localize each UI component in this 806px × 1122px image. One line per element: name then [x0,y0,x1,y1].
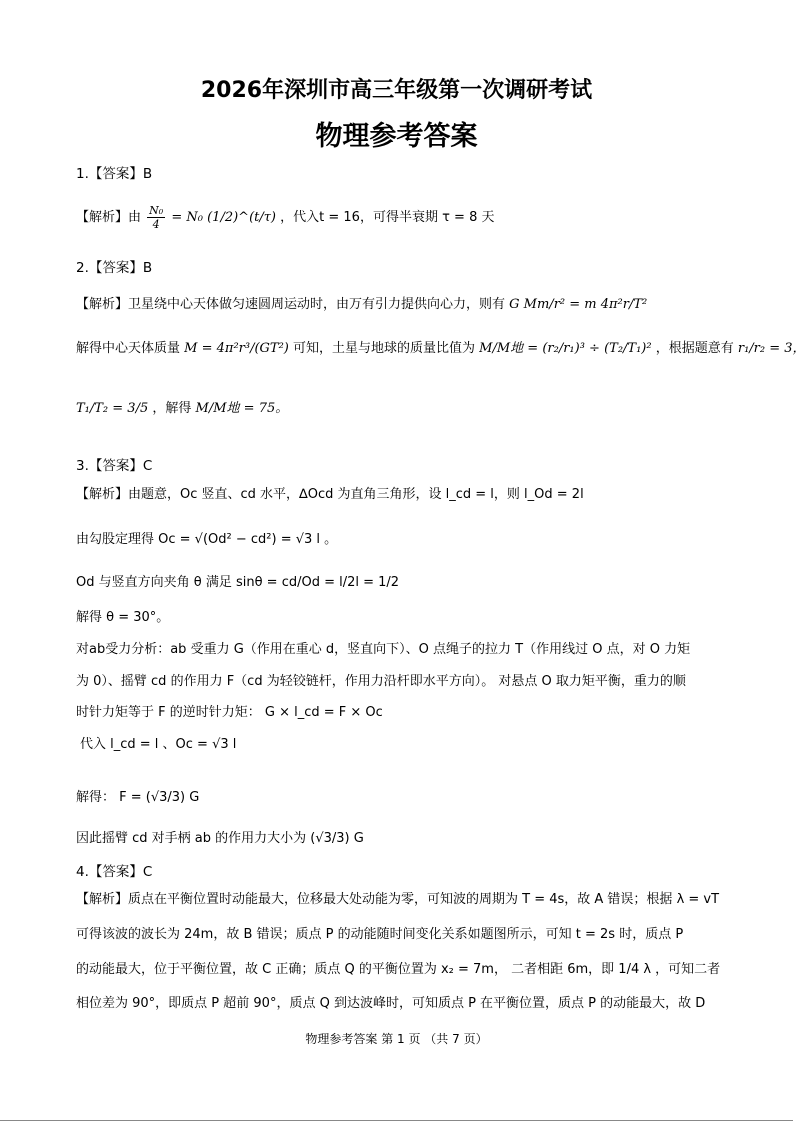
q4-analysis-line1: 【解析】质点在平衡位置时动能最大，位移最大处动能为零，可知波的周期为 T = 4s，故 A 错误；根据 λ = vT [76,892,720,907]
q3-force-analysis-1: 对ab受力分析：ab 受重力 G（作用在重心 d，竖直向下）、O 点绳子的拉力 T（作用线过 O 点，对 O 力矩 [76,642,691,657]
exam-title: 2026年深圳市高三年级第一次调研考试 [200,78,593,103]
q3-force-analysis-2: 为 0）、摇臂 cd 的作用力 F（cd 为轻铰链杆，作用力沿杆即水平方向）。 对悬点 O 取力矩平衡，重力的顺 [76,674,686,689]
q1-answer: 1.【答案】B [76,166,153,182]
q2-given-text: ，根据题意有 [655,341,734,356]
q2-ratio-text: 可知，土星与地球的质量比值为 [293,341,476,356]
q2-analysis-line1 [76,296,647,314]
q3-conclusion: 因此摇臂 cd 对手柄 ab 的作用力大小为 (√3/3) G [76,831,364,846]
q4-analysis-line2: 可得该波的波长为 24m，故 B 错误；质点 P 的动能随时间变化关系如题图所示，可知 t = 2s 时，质点 P [76,927,684,942]
q4-analysis-line3: 的动能最大，位于平衡位置，故 C 正确；质点 Q 的平衡位置为 x₂ = 7m， 二者相距 6m，即 1/4 λ ，可知二者 [76,962,721,977]
q2-mass-equation: M = 4π²r³/(GT²) [184,341,289,356]
q1-analysis-lead: 【解析】由 [76,210,142,225]
q2-solve-text: 解得中心天体质量 [76,341,181,356]
q2-answer: 2.【答案】B [76,260,153,276]
q3-angle-condition: Od 与竖直方向夹角 θ 满足 sinθ = cd/Od = l/2l = 1/2 [76,575,400,590]
q3-answer: 3.【答案】C [76,458,153,474]
q2-period-ratio: T₁/T₂ = 3/5 [76,401,149,416]
q1-decay-power: (1/2)^(t/τ) [207,210,277,225]
q1-fraction [147,204,165,231]
q1-half-life: τ = 8 天 [442,210,495,225]
q1-equation-rhs: = N₀ [171,210,203,225]
q2-gravitation-equation: G Mm/r² = m 4π²r/T² [509,297,648,312]
q2-ratio-equation: M/M地 = (r₂/r₁)³ ÷ (T₂/T₁)² [479,341,652,356]
q1-analysis [76,204,494,231]
q2-radius-ratio: r₁/r₂ = 3， [737,341,806,356]
q3-analysis-line1: 【解析】由题意，Oc 竖直、cd 水平，∆Ocd 为直角三角形，设 l_cd = l，则 l_Od = 2l [76,487,584,502]
q3-substitute: 代入 l_cd = l 、Oc = √3 l [80,737,237,752]
q2-mass-ratio-result: M/M地 = 75。 [195,401,289,416]
q1-fraction-num: N₀ [149,204,164,217]
q2-solve-label: ，解得 [152,401,192,416]
q4-answer: 4.【答案】C [76,864,153,880]
q3-angle-result: 解得 θ = 30°。 [76,610,170,625]
q1-fraction-den: 4 [152,218,160,231]
q4-analysis-line4: 相位差为 90°，即质点 P 超前 90°，质点 Q 到达波峰时，可知质点 P 在平衡位置，质点 P 的动能最大，故 D [76,996,706,1011]
q1-substitution: ，代入t = 16，可得半衰期 [280,210,438,225]
document-subtitle: 物理参考答案 [315,121,478,152]
q3-torque-balance: 时针力矩等于 F 的逆时针力矩： G × l_cd = F × Oc [76,705,383,720]
q2-analysis-text: 【解析】卫星绕中心天体做匀速圆周运动时，由万有引力提供向心力，则有 [76,297,506,312]
page-footer: 物理参考答案 第 1 页 （共 7 页） [305,1032,488,1046]
q2-analysis-line2 [76,340,806,358]
bottom-divider [0,1120,793,1121]
q2-analysis-line3 [76,400,288,418]
q3-pythagoras: 由勾股定理得 Oc = √(Od² − cd²) = √3 l 。 [76,532,338,547]
q3-force-result: 解得： F = (√3/3) G [76,790,200,805]
